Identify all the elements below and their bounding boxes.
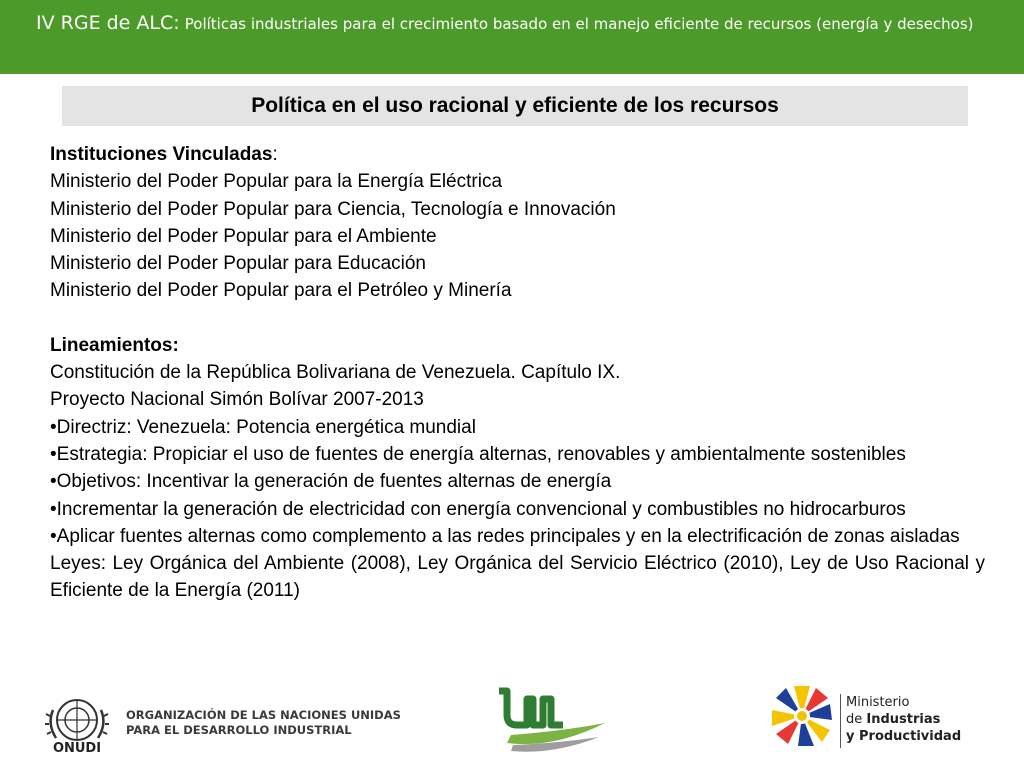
bullet-item: • Incrementar la generación de electricidad con energía convencional y combustibles no hidrocarburos: [50, 496, 985, 523]
ministerio-line3: y Productividad: [846, 729, 962, 744]
header-bar: [0, 0, 1024, 74]
header-subtitle: Políticas industriales para el crecimiento basado en el manejo eficiente de recursos (energía y desechos): [184, 15, 974, 33]
bullet-item: • Aplicar fuentes alternas como complemento a las redes principales y en la electrificación de zonas aisladas: [50, 523, 985, 550]
institucion-item: Ministerio del Poder Popular para la Energía Eléctrica: [50, 171, 503, 193]
leyes-paragraph: Leyes: Ley Orgánica del Ambiente (2008), Ley Orgánica del Servicio Eléctrico (2010), Ley de Uso Racional y Eficiente de la Energía (2011): [50, 553, 985, 602]
institucion-item: Ministerio del Poder Popular para Educación: [50, 253, 426, 275]
ministerio-line2-prefix: de: [846, 712, 867, 727]
bullet-item: • Estrategia: Propiciar el uso de fuentes de energía alternas, renovables y ambientalmente sostenibles: [50, 441, 985, 468]
ministerio-name: [846, 694, 986, 745]
un-emblem-icon: [44, 692, 110, 754]
ministerio-line1: Ministerio: [846, 695, 910, 710]
onudi-emblem-text: ONUDI: [52, 741, 102, 754]
header-main-title: IV RGE de ALC:: [36, 12, 180, 34]
bullet-item: • Directriz: Venezuela: Potencia energética mundial: [50, 414, 985, 441]
lineamiento-line: Proyecto Nacional Simón Bolívar 2007-2013: [50, 389, 424, 411]
instituciones-heading-line: [50, 141, 985, 168]
instituciones-heading: Instituciones Vinculadas: [50, 144, 273, 165]
instituciones-colon: :: [272, 144, 278, 165]
onudi-name: [126, 708, 401, 738]
lineamientos-heading: Lineamientos:: [50, 334, 179, 356]
ministerio-line2: [846, 711, 986, 728]
institucion-item: Ministerio del Poder Popular para Ciencia, Tecnología e Innovación: [50, 198, 616, 220]
header-title: [36, 12, 974, 34]
lineamiento-line: Constitución de la República Bolivariana de Venezuela. Capítulo IX.: [50, 362, 621, 384]
ministerio-divider: [840, 694, 841, 748]
bullet-item: • Objetivos: Incentivar la generación de fuentes alternas de energía: [50, 468, 985, 495]
spacer: [50, 305, 985, 332]
onudi-line2: PARA EL DESARROLLO INDUSTRIAL: [126, 723, 352, 737]
onudi-line1: ORGANIZACIÓN DE LAS NACIONES UNIDAS: [126, 708, 401, 722]
slide-content: [50, 141, 985, 605]
institucion-item: Ministerio del Poder Popular para el Petróleo y Minería: [50, 280, 512, 302]
sun-emblem-icon: [766, 680, 834, 752]
institucion-item: Ministerio del Poder Popular para el Ambiente: [50, 225, 437, 247]
slide-title: Política en el uso racional y eficiente de los recursos: [62, 86, 968, 126]
ministerio-line2-bold: Industrias: [866, 712, 941, 727]
leaf-logo-icon: [493, 685, 611, 755]
